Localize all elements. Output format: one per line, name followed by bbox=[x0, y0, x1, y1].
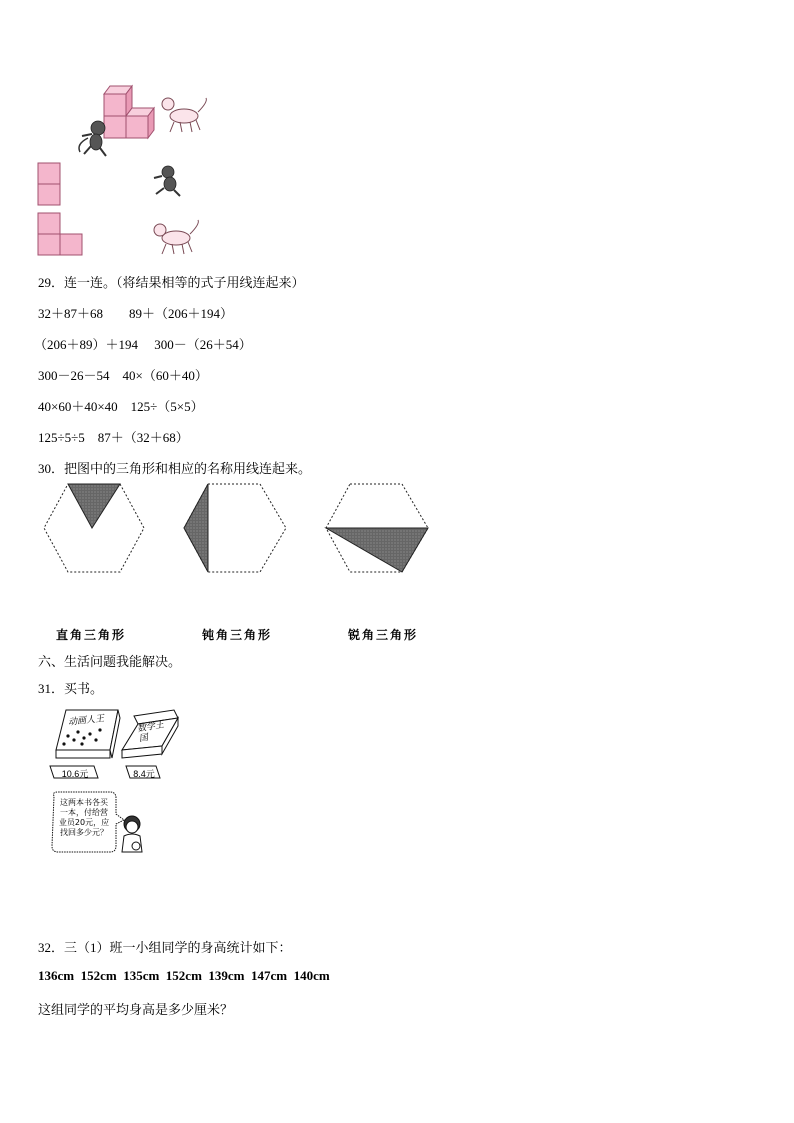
hexagon-3 bbox=[326, 484, 428, 572]
view-front-column bbox=[38, 163, 60, 205]
price-2: 8.4元 bbox=[133, 769, 155, 779]
q32-data: 136cm 152cm 135cm 152cm 139cm 147cm 140cm bbox=[38, 968, 330, 983]
q29-row-2: （206＋89）＋194 300－（26＋54） bbox=[34, 337, 252, 352]
label-right-triangle: 直角三角形 bbox=[56, 628, 127, 642]
dog-icon bbox=[154, 220, 198, 254]
q29-row-5: 125÷5÷5 87＋（32＋68） bbox=[38, 430, 189, 445]
dog-icon bbox=[162, 98, 206, 132]
view-side-l-shape bbox=[38, 213, 82, 255]
speech-line-4: 找回多少元？ bbox=[60, 828, 108, 837]
q29-title: 29．连一连。（将结果相等的式子用线连起来） bbox=[38, 275, 305, 290]
book-2-title: 数学王国 bbox=[136, 720, 165, 745]
book-1-title: 动画人王 bbox=[67, 714, 105, 728]
hexagon-1 bbox=[44, 484, 144, 572]
speech-line-1: 这两本书各买 bbox=[60, 798, 108, 807]
q32-question: 这组同学的平均身高是多少厘米？ bbox=[38, 1002, 234, 1017]
q29-row-4: 40×60＋40×40 125÷（5×5） bbox=[38, 399, 204, 414]
section-6-title: 六、生活问题我能解决。 bbox=[38, 654, 182, 669]
speech-line-3: 业员20元，应 bbox=[58, 818, 110, 827]
q30-title: 30．把图中的三角形和相应的名称用线连起来。 bbox=[38, 461, 312, 476]
q29-row-3: 300－26－54 40×（60＋40） bbox=[38, 368, 208, 383]
speech-line-2: 一本，付给营 bbox=[60, 808, 108, 817]
cube-figure bbox=[36, 80, 226, 260]
label-acute-triangle: 锐角三角形 bbox=[348, 628, 419, 642]
monkey-icon bbox=[154, 166, 180, 196]
cube-stack bbox=[104, 86, 154, 138]
monkey-icon bbox=[79, 121, 106, 156]
q32-title: 32．三（1）班一小组同学的身高统计如下： bbox=[38, 940, 292, 955]
q29-row-1: 32＋87＋68 89＋（206＋194） bbox=[38, 306, 234, 321]
speech-text bbox=[54, 798, 114, 838]
girl-icon bbox=[122, 816, 142, 852]
q31-title: 31．买书。 bbox=[38, 681, 104, 696]
hexagon-2 bbox=[184, 484, 286, 572]
hexagon-figures bbox=[40, 482, 440, 578]
label-obtuse-triangle: 钝角三角形 bbox=[202, 628, 273, 642]
price-1: 10.6元 bbox=[61, 769, 89, 779]
